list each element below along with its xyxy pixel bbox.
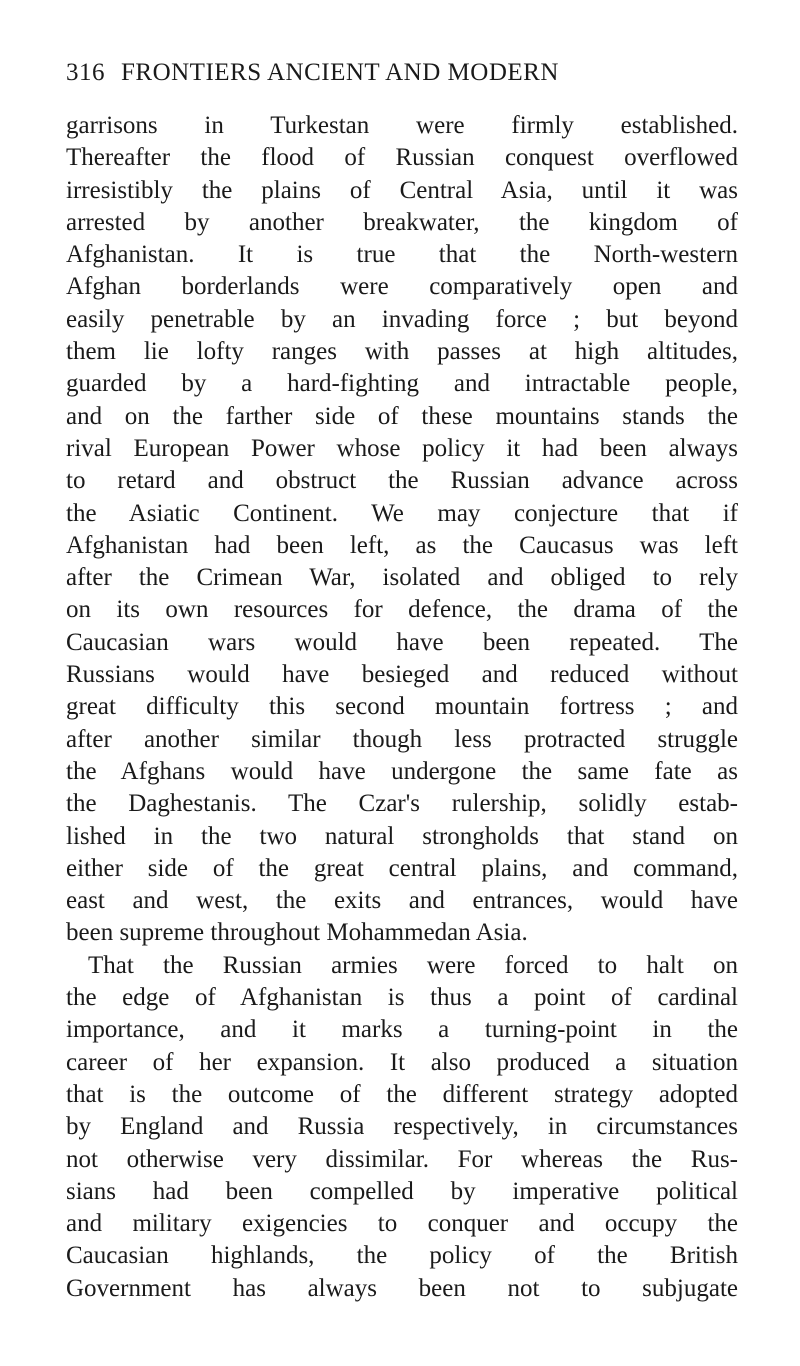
- book-page: [66, 56, 738, 1305]
- text-line: by England and Russia respectively, in circumstances: [66, 1113, 738, 1141]
- text-line: not otherwise very dissimilar. For whereas the Rus-: [66, 1145, 738, 1173]
- text-line: That the Russian armies were forced to halt on: [88, 951, 738, 979]
- text-line: garrisons in Turkestan were firmly established.: [66, 112, 738, 139]
- paragraph: [66, 950, 738, 1305]
- text-line: Afghan borderlands were comparatively open and: [66, 273, 738, 301]
- text-line: on its own resources for defence, the drama of the: [66, 596, 738, 624]
- text-line: Russians would have besieged and reduced without: [66, 661, 738, 689]
- text-line: to retard and obstruct the Russian advance across: [66, 467, 738, 495]
- text-line: and military exigencies to conquer and occupy the: [66, 1210, 738, 1238]
- text-line: career of her expansion. It also produced a situation: [66, 1048, 738, 1076]
- paragraph-continued: [66, 110, 738, 950]
- text-line: Thereafter the flood of Russian conquest overflowed: [66, 144, 738, 172]
- text-line: irresistibly the plains of Central Asia, until it was: [66, 176, 738, 204]
- text-line: Government has always been not to subjugate: [66, 1274, 738, 1302]
- text-line: guarded by a hard-fighting and intractable people,: [66, 370, 738, 398]
- text-line: that is the outcome of the different strategy adopted: [66, 1080, 738, 1108]
- text-line: and on the farther side of these mountains stands the: [66, 402, 738, 430]
- text-line: arrested by another breakwater, the kingdom of: [66, 208, 738, 236]
- page-number: 316: [66, 59, 105, 86]
- body-text: [66, 110, 738, 1305]
- text-line: Afghanistan had been left, as the Caucasus was left: [66, 531, 738, 559]
- running-title: FRONTIERS ANCIENT AND MODERN: [121, 59, 559, 86]
- text-line: great difficulty this second mountain fortress ; and: [66, 693, 738, 721]
- text-line: sians had been compelled by imperative political: [66, 1177, 738, 1205]
- text-line: the Afghans would have undergone the same fate as: [66, 757, 738, 785]
- text-line: Caucasian wars would have been repeated. The: [66, 628, 738, 656]
- text-line: either side of the great central plains, and command,: [66, 854, 738, 882]
- text-line: Afghanistan. It is true that the North-western: [66, 241, 738, 269]
- text-line: been supreme throughout Mohammedan Asia.: [66, 919, 528, 947]
- text-line: Caucasian highlands, the policy of the British: [66, 1242, 738, 1270]
- text-line: east and west, the exits and entrances, would have: [66, 887, 738, 915]
- text-line: the Daghestanis. The Czar's rulership, solidly estab-: [66, 790, 738, 818]
- text-line: lished in the two natural strongholds that stand on: [66, 822, 738, 850]
- text-line: after the Crimean War, isolated and obliged to rely: [66, 564, 738, 592]
- text-line: importance, and it marks a turning-point in the: [66, 1016, 738, 1044]
- text-line: easily penetrable by an invading force ; but beyond: [66, 305, 738, 333]
- running-head: [66, 56, 738, 90]
- text-line: after another similar though less protracted struggle: [66, 725, 738, 753]
- text-line: them lie lofty ranges with passes at high altitudes,: [66, 338, 738, 366]
- text-line: the edge of Afghanistan is thus a point of cardinal: [66, 984, 738, 1012]
- text-line: rival European Power whose policy it had been always: [66, 434, 738, 462]
- text-line: the Asiatic Continent. We may conjecture that if: [66, 499, 738, 527]
